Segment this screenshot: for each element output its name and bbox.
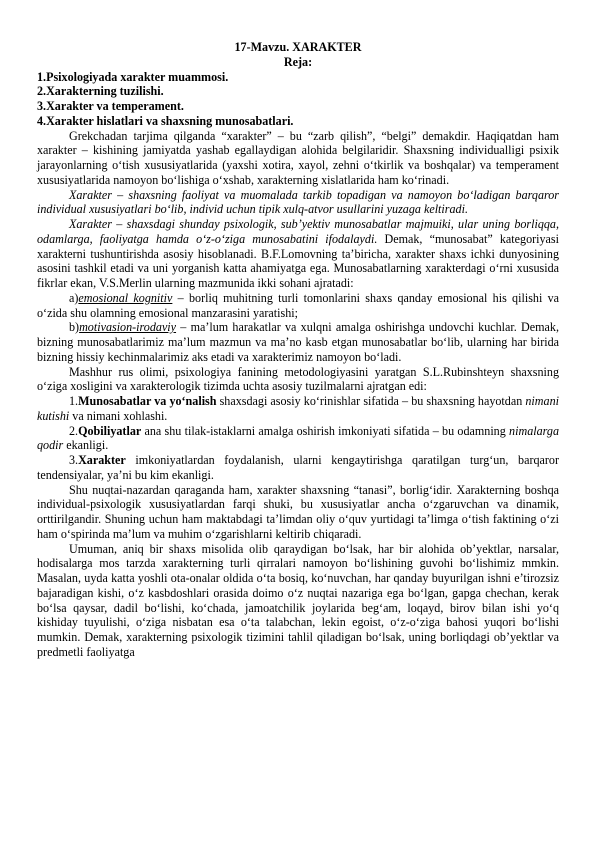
- paragraph-3: [37, 217, 559, 291]
- paragraph-5-text: – ma’lum harakatlar va xulqni amalga oshirishga undovchi kuchlar. Demak, bizning munosabatlarimiz ma’lum mazmun va ma’no kasb etgan munosabatlar bo‘lib, ularning har birida bizning hissiy kechinmalarimiz aks etadi va xarakterimiz namoyon bo‘ladi.: [37, 320, 559, 364]
- paragraph-7: [37, 394, 559, 424]
- paragraph-4-text: – borliq muhitning turli tomonlarini shaxs qanday emosional his qilishi va o‘zida shu olamning emosional manzarasini yaratishi;: [37, 290, 559, 320]
- item-number: 3.: [69, 453, 79, 467]
- document-title: 17-Mavzu. XARAKTER: [234, 40, 362, 54]
- paragraph-8-end: ekanligi.: [63, 438, 109, 453]
- paragraph-7-text: shaxsdagi asosiy ko‘rinishlar sifatida – bu shaxsning hayotdan: [216, 394, 526, 408]
- paragraph-4: [37, 291, 559, 321]
- emphasis-text: nimalarga qodir: [37, 423, 559, 453]
- plan-item: 4.Xarakter hislatlari va shaxsning munosabatlari.: [37, 113, 294, 128]
- term-relations: Munosabatlar va yo‘nalish: [78, 394, 217, 408]
- paragraph-3-text: Demak, “munosabat” kategoriyasi xarakterni tushuntirishda asosiy hisoblanadi. B.F.Lomovning ta’biricha, xarakter shaxs ichki dunyosining asosini tashkil etadi va uni yorganish katta ahamiyatga ega. Munosabatlarning xarakterdagi o‘rni xususida fikrlar ekan, V.S.Merlin ularning mazmunida ikki sohani ajratadi:: [37, 231, 559, 290]
- plan-item: 1.Psixologiyada xarakter muammosi.: [37, 69, 229, 84]
- paragraph-8-text: ana shu tilak-istaklarni amalga oshirish imkoniyati sifatida – bu odamning: [141, 423, 510, 438]
- term-motivational-volitional: motivasion-irodaviy: [79, 320, 177, 335]
- term-character: Xarakter: [78, 453, 126, 467]
- paragraph-11: Umuman, aniq bir shaxs misolida olib qaraydigan bo‘lsak, har bir alohida ob’yektlar, narsalar, hodisalarga mos tarzda xarakterning turli qirralari namoyon bo‘lishining guvohi bo‘lishimiz mmkin. Masalan, uyda katta yoshli ota-onalar oldida o‘ta bosiq, ko‘nuvchan, har qanday buyurilgan ishni e’tirozsiz bajaradigan kishi, o‘z kasbdoshlari orasida doimo o‘z nuqtai nazariga ega bo‘lgan, gapga chechan, kerak bo‘lsa qaysar, dadil bo‘lishi, ko‘chada, jamoatchilik joylarida beg‘am, loqayd, birov bilan ishi yo‘q kishiday tuyulishi, o‘ziga nisbatan esa o‘ta talabchan, lekin egoist, o‘z-o‘ziga bahosi yuqori bo‘lishi mumkin. Demak, xarakterning psixologik tizimini tahlil qiladigan bo‘lsak, uning borliqdagi ob’yektlar va predmetli faoliyatga: [37, 541, 559, 659]
- paragraph-5: [37, 320, 559, 364]
- item-number: 2.: [69, 423, 79, 438]
- item-prefix: b): [69, 320, 80, 335]
- document-page: [37, 40, 559, 660]
- paragraph-10: Shu nuqtai-nazardan qaraganda ham, xarakter shaxsning “tanasi”, borlig‘idir. Xarakterning boshqa individual-psixologik xususiyatlardan farqi shuki, bu xususiyatlar ancha o‘zgaruvchan va dinamik, orttirilgandir. Shuning uchun ham maktabdagi ta’limdan oliy o‘quv yurtidagi ta’limga o‘tish faktining o‘zi ham o‘spirinda ma’lum va muhim o‘zgarishlarni keltirib chiqaradi.: [37, 482, 559, 541]
- paragraph-2-definition: Xarakter – shaxsning faoliyat va muomalada tarkib topadigan va namoyon bo‘ladigan barqaror individual xususiyatlari bo‘lib, individ uchun tipik xulq-atvor usullarini yuzaga keltiradi.: [37, 187, 559, 217]
- paragraph-9-text: imkoniyatlardan foydalanish, ularni kengaytirishga qaratilgan turg‘un, barqaror tendensiyalar, ya’ni bu kim ekanligi.: [37, 453, 559, 482]
- plan-item: 3.Xarakter va temperament.: [37, 99, 184, 113]
- paragraph-9: [37, 453, 559, 483]
- definition-text: Xarakter – shaxsdagi shunday psixologik, sub’yektiv munosabatlar majmuiki, ular uning borliqqa, odamlarga, faoliyatga hamda o‘z-o‘ziga munosabatini ifodalaydi.: [37, 217, 559, 246]
- paragraph-7-end: va nimani xohlashi.: [69, 408, 168, 423]
- item-number: 1.: [69, 394, 79, 408]
- term-abilities: Qobiliyatlar: [78, 423, 142, 438]
- term-emotional-cognitive: emosional kognitiv: [78, 290, 173, 305]
- paragraph-8: [37, 424, 559, 454]
- paragraph-6: Mashhur rus olimi, psixologiya fanining metodologiyasini yaratgan S.L.Rubinshteyn shaxsning o‘ziga xosligini va xarakterologik tizimda uchta asosiy tuzilmalarni ajratgan edi:: [37, 364, 559, 394]
- plan-label: Reja:: [283, 54, 313, 69]
- item-prefix: a): [69, 290, 79, 305]
- paragraph-1: Grekchadan tarjima qilganda “xarakter” – bu “zarb qilish”, “belgi” demakdir. Haqiqatdan ham xarakter – kishining jamiyatda yashab egallaydigan alohida belgilaridir. Shaxsning individualligi psixik jarayonlarning o‘tish xususiyatlarida (yaxshi xotira, xayol, zehni o‘tkirlik va boshqalar) va temperament xususiyatlarida namoyon bo‘lishiga o‘xshab, xarakterning xislatlarida ham ko‘rinadi.: [37, 128, 559, 187]
- emphasis-text: nimani kutishi: [37, 394, 559, 423]
- plan-item: 2.Xarakterning tuzilishi.: [37, 84, 164, 99]
